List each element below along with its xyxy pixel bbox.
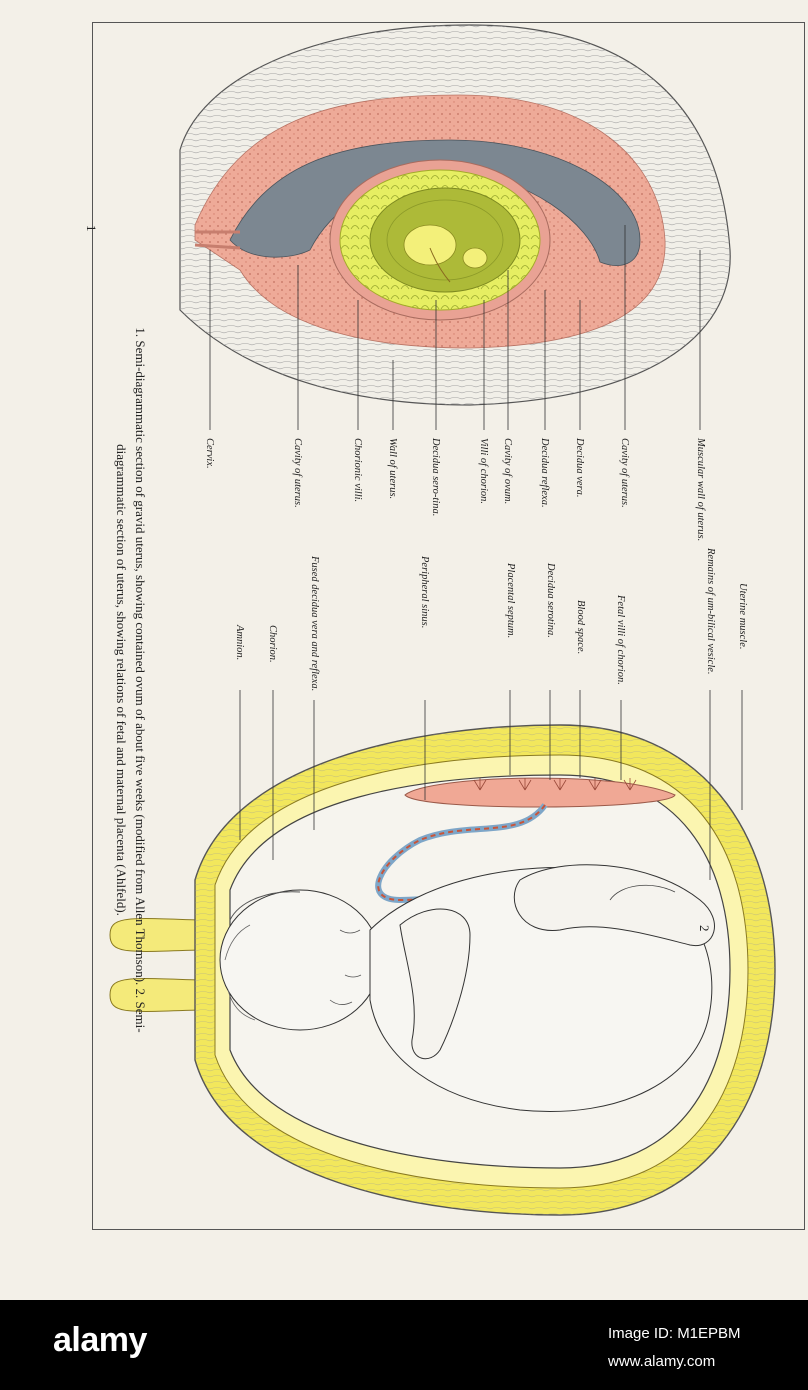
label-cavity-of-ovum: Cavity of ovum. — [502, 438, 513, 505]
label-decidua-serotina-2: Decidua serotina. — [545, 563, 556, 638]
label-villi-of-chorion: Villi of chorion. — [478, 438, 489, 505]
label-decidua-vera: Decidua vera. — [574, 438, 585, 498]
label-cavity-of-uterus-lower: Cavity of uterus. — [292, 438, 303, 508]
panel-1-number: 1 — [84, 225, 99, 232]
figure-caption — [60, 30, 150, 1300]
label-uterine-muscle: Uterine muscle. — [737, 583, 748, 650]
label-fused-decidua: Fused decidua vera and reflexa. — [309, 556, 320, 692]
label-placental-septum: Placental septum. — [505, 563, 516, 639]
panel-2-number: 2 — [697, 925, 712, 932]
label-muscular-wall: Muscular wall of uterus. — [695, 438, 706, 542]
label-amnion: Amnion. — [234, 625, 245, 661]
label-cervix: Cervix. — [204, 438, 215, 469]
panel-2-uterus-at-term — [110, 725, 775, 1215]
label-umbilical-vesicle: Remains of um-bilical vesicle. — [705, 548, 716, 675]
label-chorion: Chorion. — [267, 625, 278, 663]
alamy-logo — [53, 1321, 147, 1360]
image-id: Image ID: M1EPBM — [608, 1325, 741, 1342]
label-decidua-serotina: Decidua sero-tina. — [430, 438, 441, 517]
label-chorionic-villi: Chorionic villi. — [352, 438, 363, 503]
caption-line-2: diagrammatic section of uterus, showing relations of fetal and maternal placenta (Ahlfeld). — [114, 444, 129, 916]
label-decidua-reflexa: Decidua reflexa. — [539, 438, 550, 508]
label-fetal-villi: Fetal villi of chorion. — [615, 595, 626, 685]
label-blood-space: Blood space. — [575, 600, 586, 655]
label-cavity-of-uterus-upper: Cavity of uterus. — [619, 438, 630, 508]
caption-line-1: 1. Semi-diagrammatic section of gravid uterus, showing contained ovum of about five weeks (modified from Allen Thomson). 2. Semi- — [133, 327, 148, 1033]
label-wall-of-uterus: Wall of uterus. — [387, 438, 398, 500]
panel-1-uterus-section — [180, 25, 730, 405]
label-peripheral-sinus: Peripheral sinus. — [419, 556, 430, 629]
brand-name: alamy — [53, 1321, 147, 1359]
site-url: www.alamy.com — [608, 1353, 716, 1370]
